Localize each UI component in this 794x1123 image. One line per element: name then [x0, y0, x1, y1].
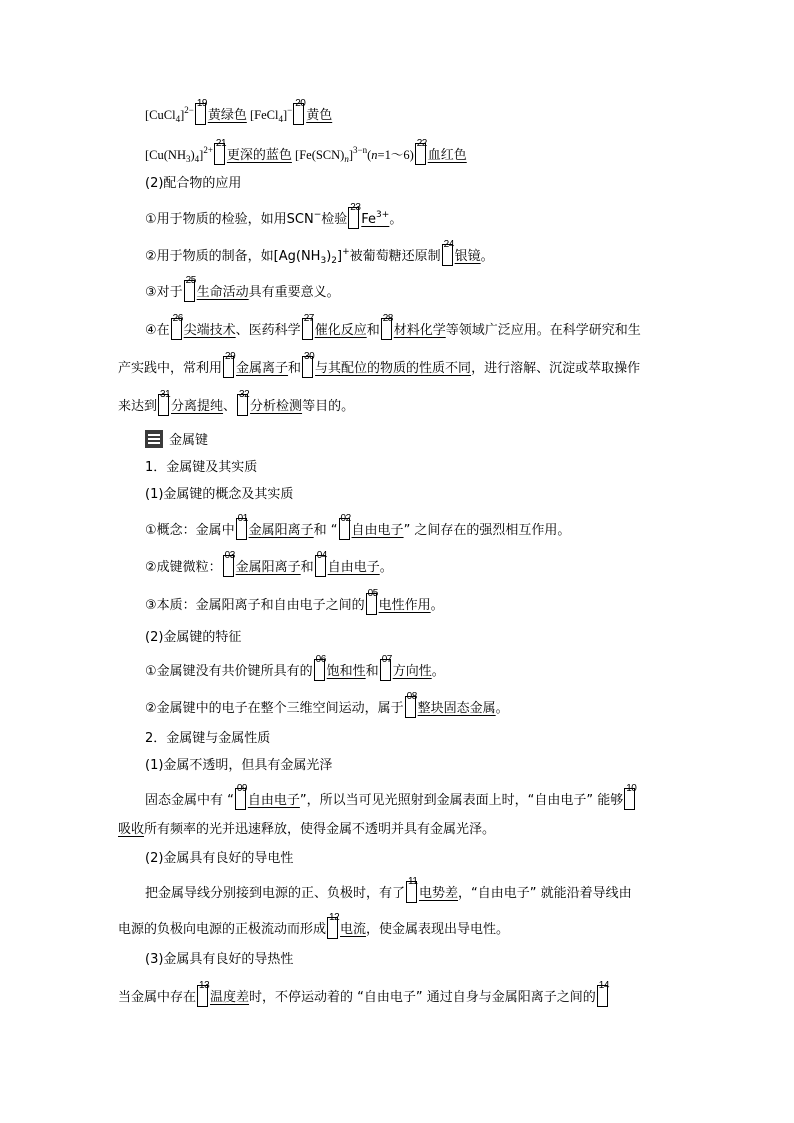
blank-box: [406, 876, 418, 903]
text: ]: [282, 108, 288, 122]
answer-text: 吸收: [118, 822, 145, 837]
blank-number: 07: [381, 654, 392, 665]
text: ]: [180, 108, 185, 122]
blank-number: 24: [443, 239, 454, 250]
paragraph-line: [145, 513, 571, 541]
answer-text: 金属离子: [236, 361, 289, 376]
blank-number: 26: [172, 313, 183, 324]
text: ): [190, 148, 195, 162]
paragraph-line: [118, 820, 495, 840]
answer-text: 自由电子: [327, 560, 380, 575]
blank-box: [184, 275, 196, 302]
text: 和: [288, 361, 302, 376]
text: 把金属导线分别接到电源的正、负极时，有了: [145, 886, 406, 901]
text: 。: [389, 212, 403, 227]
blank-number: 03: [224, 550, 235, 561]
answer-text: 黄绿色: [207, 108, 247, 123]
subscript: 2: [331, 256, 337, 266]
text: ]: [348, 148, 354, 162]
answer-text: 自由电子: [247, 793, 300, 808]
blank-box: [214, 138, 227, 165]
text: 和: [365, 664, 379, 679]
answer-text: 电势差: [419, 886, 459, 901]
blank-number: 14: [598, 980, 609, 991]
blank-number: 01: [237, 513, 248, 524]
text: 。: [431, 664, 445, 679]
paragraph-line: [145, 313, 641, 341]
answer-text: 金属阳离子: [235, 560, 301, 575]
text: [CuCl: [145, 108, 176, 122]
paragraph-line: [145, 550, 393, 578]
blank-number: 31: [160, 389, 171, 400]
superscript: 3−n: [353, 145, 368, 155]
blank-box: [171, 313, 183, 340]
answer-text: 电流: [340, 922, 367, 937]
subscript: 3: [320, 256, 327, 266]
text: ④在: [145, 323, 170, 338]
text: ” 之间存在的强烈相互作用。: [403, 523, 571, 538]
blank-number: 08: [406, 691, 417, 702]
blank-number: 32: [239, 389, 250, 400]
text: 。: [379, 560, 393, 575]
text: ③本质：金属阳离子和自由电子之间的: [145, 598, 365, 613]
blank-box: [597, 980, 609, 1007]
variable: n: [371, 148, 378, 162]
superscript: −: [313, 210, 322, 220]
text: 等领域广泛应用。在科学研究和生: [445, 323, 641, 338]
text: ”，所以当可见光照射到金属表面上时，“自由电子” 能够: [299, 793, 624, 808]
blank-box: [624, 783, 637, 810]
text: ，“自由电子” 就能沿着导线由: [458, 886, 632, 901]
subscript: n: [344, 154, 349, 164]
subscript: 4: [278, 114, 283, 124]
blank-number: 13: [199, 980, 210, 991]
answer-text: 温度差: [210, 990, 250, 1005]
answer-text: 分离提纯: [171, 399, 224, 414]
section-heading: [145, 430, 208, 451]
complex-color-line-1: [145, 100, 332, 129]
paragraph-line: [145, 588, 444, 616]
text: (: [367, 148, 372, 162]
blank-number: 11: [408, 876, 418, 887]
blank-number: 28: [382, 313, 393, 324]
answer-text: 自由电子: [351, 523, 404, 538]
text: ①用于物质的检验，如用SCN: [145, 212, 314, 227]
answer-text: 电性作用: [378, 598, 431, 613]
text: 等目的。: [302, 399, 355, 414]
answer-text: 与其配位的物质的性质不同: [315, 361, 472, 376]
text: 时，不停运动着的 “自由电子” 通过自身与金属阳离子之间的: [249, 990, 596, 1005]
answer-text: 银镜: [454, 249, 481, 264]
complex-color-line-2: [145, 140, 467, 169]
blank-box: [366, 588, 378, 615]
blank-number: 12: [329, 912, 340, 923]
text: ②金属键中的电子在整个三维空间运动，属于: [145, 701, 404, 716]
answer-text: 饱和性: [326, 664, 366, 679]
blank-box: [158, 389, 171, 416]
superscript: +: [342, 247, 350, 257]
text: 电源的负极向电源的正极流动而形成: [118, 922, 327, 937]
blank-box: [197, 980, 210, 1007]
blank-number: 22: [416, 138, 427, 149]
subscript: 4: [175, 114, 181, 124]
blank-number: 19: [196, 98, 207, 109]
text: ①概念：金属中: [145, 523, 235, 538]
paragraph-line: [145, 239, 494, 271]
paragraph-line: [145, 783, 637, 811]
blank-box: [223, 351, 236, 378]
blank-number: 25: [185, 275, 196, 286]
subscript: 3: [185, 154, 191, 164]
answer-text: 分析检测: [250, 399, 303, 414]
text: 检验: [321, 212, 348, 227]
answer-text: 材料化学: [393, 323, 446, 338]
blank-number: 20: [295, 98, 306, 109]
blank-number: 02: [340, 513, 351, 524]
blank-box: [302, 351, 315, 378]
subheading: (1)金属键的概念及其实质: [145, 487, 294, 502]
blank-number: 10: [626, 783, 637, 794]
text: ②成键微粒：: [145, 560, 222, 575]
text: 。: [430, 598, 444, 613]
subscript: 4: [194, 154, 200, 164]
blank-number: 06: [315, 654, 326, 665]
answer-text: 整块固态金属: [417, 701, 496, 716]
answer-text: 生命活动: [196, 285, 249, 300]
subheading: (2)金属键的特征: [145, 630, 242, 645]
answer-text: Fe: [361, 212, 377, 227]
subheading: (1)金属不透明，但具有金属光泽: [145, 758, 333, 773]
subheading: (3)金属具有良好的导热性: [145, 952, 294, 967]
heading-1: 1．金属键及其实质: [145, 460, 258, 475]
answer-text: 方向性: [392, 664, 432, 679]
blank-box: [293, 98, 306, 125]
text: 和 “: [313, 523, 338, 538]
paragraph-line: [118, 912, 510, 940]
text: 和: [300, 560, 314, 575]
superscript: −: [287, 105, 293, 115]
answer-text: 黄色: [306, 108, 333, 123]
text: 来达到: [118, 399, 158, 414]
text: 具有重要意义。: [248, 285, 340, 300]
blank-box: [327, 912, 340, 939]
text: 产实践中，常利用: [118, 361, 223, 376]
paragraph-line: [118, 389, 355, 417]
text: 、: [223, 399, 237, 414]
blank-number: 23: [350, 202, 361, 213]
text: 和: [366, 323, 380, 338]
text: ②用于物质的制备，如[Ag(NH: [145, 249, 321, 264]
blank-number: 04: [316, 550, 327, 561]
blank-box: [315, 550, 327, 577]
blank-number: 27: [303, 313, 314, 324]
answer-text: 血红色: [427, 148, 467, 163]
superscript: 2−: [184, 105, 194, 115]
blank-box: [405, 691, 417, 718]
paragraph-line: [145, 202, 403, 230]
superscript: 2+: [203, 145, 213, 155]
blank-number: 21: [215, 138, 227, 149]
text: =1～6): [377, 148, 414, 162]
text: ]: [199, 148, 204, 162]
blank-number: 05: [367, 588, 378, 599]
paragraph-line: [145, 691, 509, 719]
text: ①金属键没有共价键所具有的: [145, 664, 313, 679]
blank-box: [223, 550, 235, 577]
text: ，进行溶解、沉淀或萃取操作: [471, 361, 641, 376]
blank-box: [380, 654, 392, 681]
blank-box: [302, 313, 314, 340]
text: 被葡萄糖还原制: [349, 249, 441, 264]
text: [FeCl: [246, 108, 279, 122]
blank-box: [237, 389, 250, 416]
text: [Fe(SCN): [291, 148, 345, 162]
blank-box: [195, 98, 207, 125]
list-icon: [145, 430, 163, 448]
subheading: (2)金属具有良好的导电性: [145, 851, 294, 866]
text: ]: [337, 249, 343, 264]
heading-2: 2．金属键与金属性质: [145, 731, 271, 746]
answer-text: 尖端技术: [183, 323, 236, 338]
text: 所有频率的光并迅速释放，使得金属不透明并具有金属光泽。: [144, 822, 496, 837]
blank-box: [236, 513, 248, 540]
blank-box: [339, 513, 351, 540]
answer-text: 催化反应: [314, 323, 367, 338]
blank-number: 29: [225, 351, 236, 362]
paragraph-line: [118, 351, 641, 379]
text: ，使金属表现出导电性。: [366, 922, 510, 937]
subheading: (2)配合物的应用: [145, 176, 242, 191]
paragraph-line: [118, 980, 610, 1008]
blank-box: [235, 783, 247, 810]
superscript: 3+: [376, 210, 390, 220]
paragraph-line: [145, 876, 632, 904]
blank-number: 30: [304, 351, 315, 362]
text: 当金属中存在: [118, 990, 197, 1005]
text: [Cu(NH: [145, 148, 186, 162]
paragraph-line: [145, 654, 445, 682]
blank-box: [381, 313, 393, 340]
blank-box: [415, 138, 427, 165]
blank-box: [442, 239, 454, 266]
text: ): [326, 249, 332, 264]
blank-box: [314, 654, 326, 681]
text: 固态金属中有 “: [145, 793, 234, 808]
text: 。: [495, 701, 509, 716]
answer-text: 更深的蓝色: [226, 148, 292, 163]
blank-box: [348, 202, 361, 229]
answer-text: 金属阳离子: [248, 523, 314, 538]
text: 。: [480, 249, 494, 264]
blank-number: 09: [236, 783, 247, 794]
text: ③对于: [145, 285, 183, 300]
text: 、医药科学: [235, 323, 301, 338]
paragraph-line: [145, 275, 340, 303]
section-title: 金属键: [169, 433, 209, 448]
